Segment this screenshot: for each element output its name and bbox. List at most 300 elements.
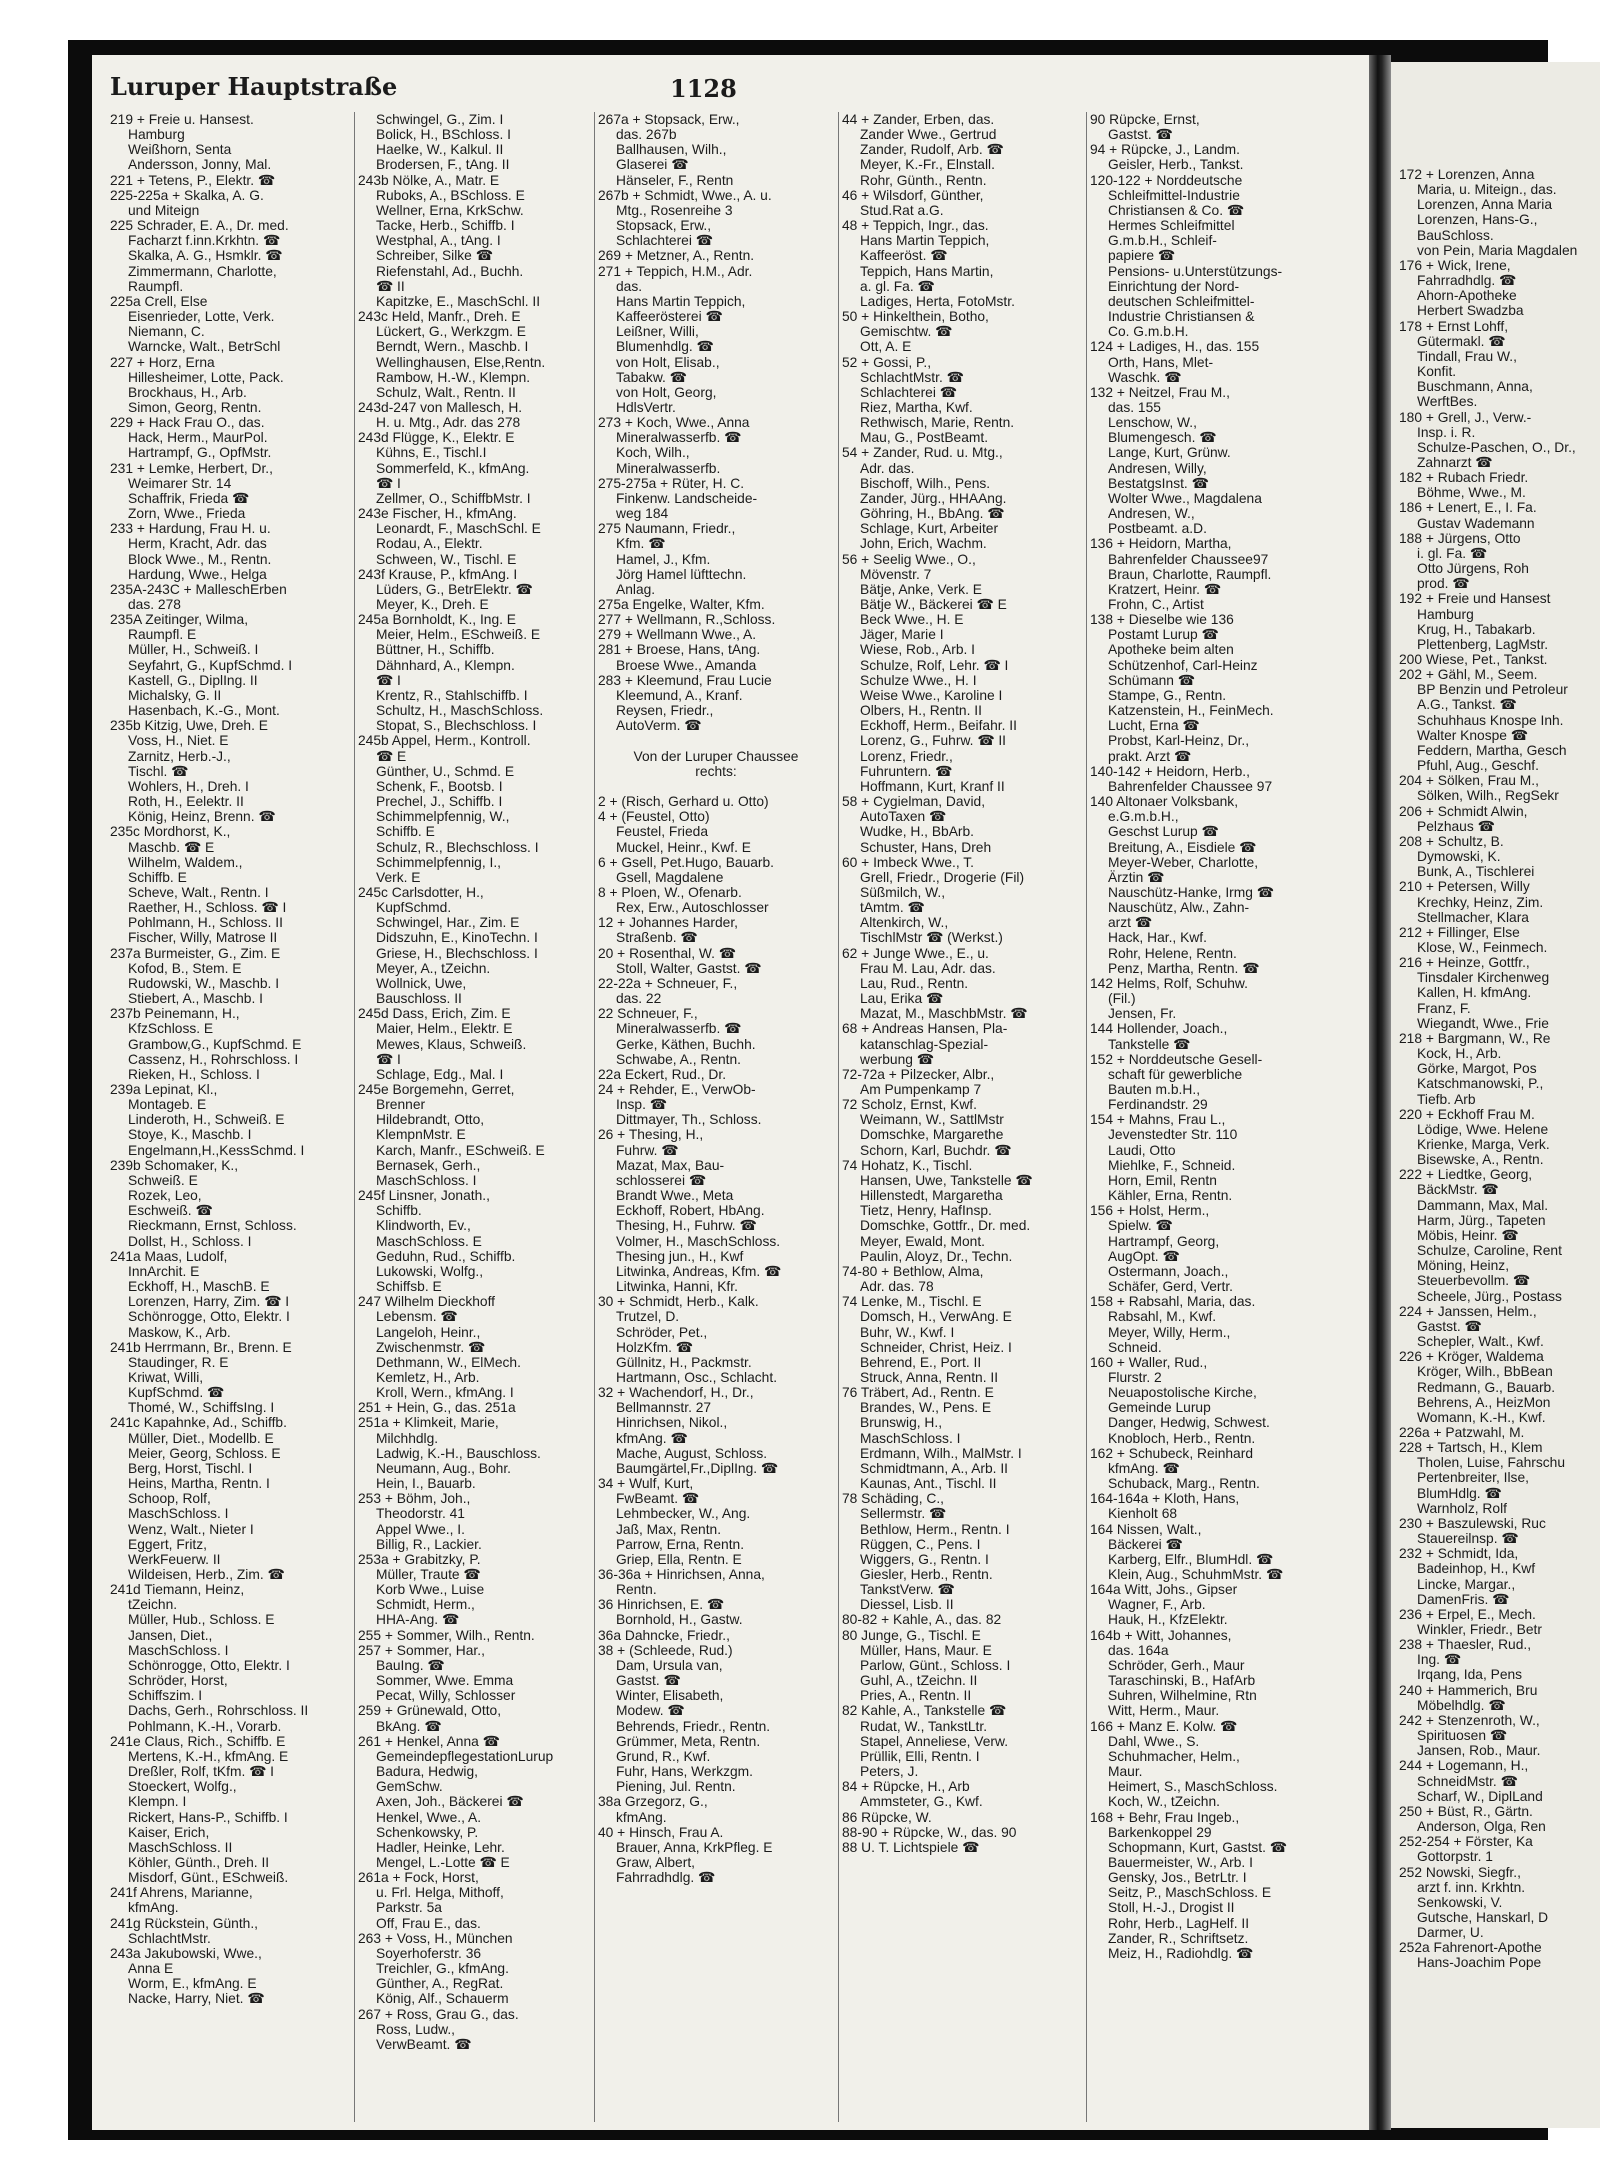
directory-entry-line: Hartmann, Osc., Schlacht. [616,1369,778,1385]
directory-entry-line: HolzKfm. ☎ [616,1339,693,1355]
directory-entry-line: 12 + Johannes Harder, [598,915,738,931]
directory-entry-line: Schuhmacher, Helm., [1108,1748,1240,1764]
directory-entry-line: Herm, Kracht, Adr. das [128,536,267,552]
directory-entry-line: Behrend, E., Port. II [860,1354,982,1370]
directory-entry-line: Maur. [1108,1764,1143,1780]
directory-entry-line: Wiggers, G., Rentn. I [860,1551,989,1567]
directory-entry-line: 176 + Wick, Irene, [1399,257,1511,273]
directory-entry-line: Bauten m.b.H., [1108,1082,1201,1097]
directory-entry-line: WerkFeuerw. II [128,1551,221,1567]
directory-entry-line: Waschk. ☎ [1108,369,1182,385]
directory-entry-line: DamenFris. ☎ [1417,1591,1510,1607]
directory-entry-line: WerftBes. [1417,394,1478,410]
directory-entry-line: katanschlag-Spezial- [860,1036,989,1052]
directory-entry-line: das. 278 [128,597,181,612]
directory-entry-line: Katschmanowski, P., [1417,1076,1544,1092]
directory-entry-line: Brockhaus, H., Arb. [128,384,247,400]
directory-entry-line: 239b Schomaker, K., [110,1157,239,1173]
directory-entry-line: 80-82 + Kahle, A., das. 82 [842,1612,1002,1628]
directory-entry-line: Dammann, Max, Mal. [1417,1197,1549,1213]
directory-entry-line: Hansen, Uwe, Tankstelle ☎ [860,1172,1033,1188]
directory-entry-line: Feustel, Frieda [616,824,709,840]
directory-entry-line: 48 + Teppich, Ingr., das. [842,218,989,234]
directory-entry-line: 76 Träbert, Ad., Rentn. E [842,1385,994,1401]
directory-entry-line: Hack, Har., Kwf. [1108,930,1207,946]
directory-entry-line: 243d Flügge, K., Elektr. E [358,430,515,446]
directory-entry-line: Witt, Herm., Maur. [1108,1703,1220,1719]
directory-entry-line: Dittmayer, Th., Schloss. [616,1112,762,1128]
directory-entry-line: Bahrenfelder Chaussee97 [1108,551,1269,567]
directory-entry-line: Seyfahrt, G., KupfSchmd. I [128,657,293,673]
directory-entry-line: Eschweiß. ☎ [128,1203,213,1219]
directory-entry-line: Hoffmann, Kurt, Kranf II [860,778,1005,794]
directory-entry-line: Koch, W., tZeichn. [1108,1794,1220,1810]
directory-entry-line: das. 267b [616,127,677,143]
directory-entry-line: König, Alf., Schauerm [376,1991,509,2007]
directory-entry-line: Möning, Heinz, [1417,1258,1510,1274]
directory-entry-line: Berndt, Wern., Maschb. I [376,339,529,355]
directory-entry-line: 52 + Gossi, P., [842,354,932,370]
directory-entry-line: Breitung, A., Eisdiele ☎ [1108,839,1257,855]
directory-entry-line: Bernasek, Gerh., [376,1157,481,1173]
directory-entry-line: Dahl, Wwe., S. [1108,1733,1200,1749]
directory-entry-line: Wohlers, H., Dreh. I [128,778,249,794]
directory-entry-line: Laudi, Otto [1108,1142,1176,1158]
directory-entry-line: Insp. i. R. [1417,424,1476,440]
directory-entry-line: Gemeinde Lurup [1108,1400,1211,1416]
directory-entry-line: 241f Ahrens, Marianne, [110,1885,253,1901]
directory-entry-line: Rieken, H., Schloss. I [128,1066,260,1082]
directory-entry-line: VerwBeamt. ☎ [376,2036,472,2052]
directory-entry-line: Neuapostolische Kirche, [1108,1385,1257,1401]
directory-entry-line: 236 + Erpel, E., Mech. [1399,1606,1536,1622]
directory-entry-line: Thesing jun., H., Kwf [616,1248,744,1264]
directory-entry-line: Dam, Ursula van, [616,1657,723,1673]
directory-entry-line: Brenner [376,1097,426,1113]
directory-entry-line: 267a + Stopsack, Erw., [598,112,740,127]
directory-entry-line: 216 + Heinze, Gottfr., [1399,955,1530,971]
directory-entry-line: 164a Witt, Johs., Gipser [1090,1582,1238,1598]
directory-entry-line: Skalka, A. G., Hsmklr. ☎ [128,248,283,264]
directory-entry-line: kfmAng. [616,1809,667,1825]
directory-entry-line: 261 + Henkel, Anna ☎ [358,1733,500,1749]
directory-entry-line: Schönrogge, Otto, Elektr. I [128,1309,290,1325]
directory-entry-line: Heins, Martha, Rentn. I [128,1476,270,1492]
directory-entry-line: Schimmelpfennig, W., [376,809,510,825]
directory-entry-line: 36-36a + Hinrichsen, Anna, [598,1567,765,1582]
directory-entry-line: 225a Crell, Else [110,293,208,309]
directory-entry-line: kfmAng. ☎ [1108,1460,1180,1476]
directory-entry-line: 241b Herrmann, Br., Brenn. E [110,1339,292,1355]
directory-entry-line: Leonardt, F., MaschSchl. E [376,521,541,537]
directory-entry-line: Fahrradhdlg. ☎ [1417,273,1517,289]
directory-entry-line: das. 155 [1108,399,1161,415]
directory-entry-line: 22 Schneuer, F., [598,1006,698,1022]
directory-entry-line: Peters, J. [860,1764,919,1780]
directory-entry-line: Domsch, H., VerwAng. E [860,1309,1012,1325]
directory-entry-line: Zander, R., Schriftsetz. [1108,1930,1249,1946]
directory-entry-line: Wagner, F., Arb. [1108,1597,1206,1613]
directory-entry-line: 138 + Dieselbe wie 136 [1090,612,1234,628]
directory-entry-line: Horn, Emil, Rentn [1108,1172,1217,1188]
directory-entry-line: Zarnitz, Herb.-J., [128,748,231,764]
directory-entry-line: MaschSchloss. I [128,1506,229,1522]
directory-entry-line: 226a + Patzwahl, M. [1399,1424,1525,1440]
directory-entry-line: 233 + Hardung, Frau H. u. [110,521,271,537]
directory-entry-line: Kienholt 68 [1108,1506,1178,1522]
directory-entry-line: Meyer, Ewald, Mont. [860,1233,985,1249]
directory-entry-line: 6 + Gsell, Pet.Hugo, Bauarb. [598,854,775,870]
directory-entry-line: 46 + Wilsdorf, Günther, [842,187,984,203]
directory-entry-line: Grambow,G., KupfSchmd. E [128,1036,302,1052]
directory-entry-line: Michalsky, G. II [128,687,222,703]
directory-entry-line: Thomé, W., SchiffsIng. I [128,1400,275,1416]
directory-entry-line: Schröder, Gerh., Maur [1108,1657,1245,1673]
directory-entry-line: 164 Nissen, Walt., [1090,1521,1202,1537]
directory-entry-line: 36 Hinrichsen, E. ☎ [598,1597,725,1613]
directory-entry-line: Kröger, Wilh., BbBean [1417,1364,1553,1380]
directory-entry-line: Kfm. ☎ [616,536,666,552]
directory-entry-line: und Miteign [128,202,200,218]
directory-entry-line: Badeinhop, H., Kwf [1417,1561,1536,1577]
directory-entry-line: FwBeamt. ☎ [616,1491,700,1507]
directory-entry-line: 241d Tiemann, Heinz, [110,1582,245,1598]
directory-entry-line: 252a Fahrenort-Apothe [1399,1940,1542,1956]
directory-entry-line: Spielw. ☎ [1108,1218,1173,1234]
directory-entry-line: Riefenstahl, Ad., Buchh. [376,263,524,279]
directory-entry-line: Hillenstedt, Margaretha [860,1188,1003,1204]
directory-entry-line: 168 + Behr, Frau Ingeb., [1090,1809,1240,1825]
directory-entry-line: AutoVerm. ☎ [616,718,702,734]
directory-entry-line: Rickert, Hans-P., Schiffb. I [128,1809,288,1825]
directory-entry-line: Adr. das. [860,460,915,476]
directory-entry-line: Geschst Lurup ☎ [1108,824,1219,840]
directory-entry-line: 231 + Lemke, Herbert, Dr., [110,460,273,476]
directory-entry-line: Henkel, Wwe., A. [376,1809,482,1825]
directory-entry-line: 279 + Wellmann Wwe., A. [598,627,757,643]
directory-entry-line: Schützenhof, Carl-Heinz [1108,657,1258,673]
directory-entry-line: Am Pumpenkamp 7 [860,1082,982,1097]
directory-entry-line: (Fil.) [1108,991,1136,1007]
directory-entry-line: 68 + Andreas Hansen, Pla- [842,1021,1008,1037]
directory-entry-line: Tabakw. ☎ [616,369,687,385]
directory-entry-line: Adr. das. 78 [860,1279,934,1295]
directory-entry-line: MaschSchloss. I [376,1172,477,1188]
directory-entry-line: Stopat, S., Blechschloss. I [376,718,537,734]
directory-entry-line: Berg, Horst, Tischl. I [128,1460,253,1476]
directory-entry-line: Schleifmittel-Industrie [1108,187,1240,203]
directory-entry-line: 247 Wilhelm Dieckhoff [358,1294,496,1310]
directory-entry-line: Schreiber, Silke ☎ [376,248,493,264]
directory-entry-line: Thesing, H., Fuhrw. ☎ [616,1218,757,1234]
directory-entry-line: G.m.b.H., Schleif- [1108,233,1217,249]
directory-entry-line: das. 22 [616,991,662,1007]
directory-entry-line: 243c Held, Manfr., Dreh. E [358,309,521,325]
directory-entry-line: Postamt Lurup ☎ [1108,627,1219,643]
directory-entry-line: Gütermakl. ☎ [1417,333,1506,349]
directory-entry-line: 192 + Freie und Hansest [1399,591,1551,607]
directory-entry-line: 88 U. T. Lichtspiele ☎ [842,1839,980,1855]
directory-entry-line: Rohr, Helene, Rentn. [1108,945,1237,961]
directory-entry-line: 2 + (Risch, Gerhard u. Otto) [598,794,769,810]
directory-entry-line: Jansen, Diet., [128,1627,213,1643]
directory-entry-line: 22a Eckert, Rud., Dr. [598,1066,727,1082]
directory-entry-line: 142 Helms, Rolf, Schuhw. [1090,975,1248,991]
directory-entry-line: Gemischtw. ☎ [860,324,953,340]
directory-entry-line: Weimarer Str. 14 [128,475,232,491]
directory-entry-line: Wudke, H., BbArb. [860,824,974,840]
directory-entry-line: 267 + Ross, Grau G., das. [358,2006,519,2022]
directory-entry-line: Voss, H., Niet. E [128,733,229,749]
directory-entry-line: Andersson, Jonny, Mal. [128,157,272,173]
directory-entry-line: Mazat, M., MaschbMstr. ☎ [860,1006,1028,1022]
directory-entry-line: Gensky, Jos., BetrLtr. I [1108,1870,1247,1886]
directory-entry-line: 26 + Thesing, H., [598,1127,704,1143]
directory-entry-line: 140 Altonaer Volksbank, [1090,794,1239,810]
directory-entry-line: Krienke, Marga, Verk. [1417,1137,1550,1152]
directory-entry-line: Maskow, K., Arb. [128,1324,231,1340]
directory-entry-line: Göhring, H., BbAng. ☎ [860,506,1005,522]
directory-entry-line: Axen, Joh., Bäckerei ☎ [376,1794,524,1810]
directory-entry-line: 243d-247 von Mallesch, H. [358,399,523,415]
directory-entry-line: Zimmermann, Charlotte, [128,263,277,279]
directory-entry-line: 8 + Ploen, W., Ofenarb. [598,884,742,900]
directory-entry-line: Steuerbevollm. ☎ [1417,1273,1531,1289]
directory-entry-line: Lorenzen, Hans-G., [1417,212,1538,228]
directory-entry-line: Müller, Hub., Schloss. E [128,1612,275,1628]
directory-entry-line: Schoop, Rolf, [128,1491,211,1507]
directory-entry-line: 253 + Böhm, Joh., [358,1491,471,1507]
directory-entry-line: Suhren, Wilhelmine, Rtn [1108,1688,1257,1704]
directory-entry-line: Co. G.m.b.H. [1108,324,1189,340]
directory-entry-line: Plettenberg, LagMstr. [1417,636,1549,652]
directory-entry-line: Schulze Wwe., H. I [860,672,977,688]
directory-column-2 [358,112,590,2122]
directory-entry-line: Stoeckert, Wolfg., [128,1779,237,1795]
directory-entry-line: Schenk, F., Bootsb. I [376,778,503,794]
directory-entry-line: Mengel, L.-Lotte ☎ E [376,1854,510,1870]
directory-entry-line: Pfuhl, Aug., Geschf. [1417,758,1539,774]
directory-entry-line: Hardung, Wwe., Helga [128,566,267,582]
directory-entry-line: Kallen, H. kfmAng. [1417,985,1532,1001]
directory-entry-line: Krentz, R., Stahlschiffb. I [376,687,528,703]
directory-entry-line: Anderson, Olga, Ren [1417,1819,1546,1835]
directory-entry-line: Probst, Karl-Heinz, Dr., [1108,733,1250,749]
directory-entry-line: 245d Dass, Erich, Zim. E [358,1006,511,1022]
directory-entry-line: Wollnick, Uwe, [376,975,467,991]
directory-entry-line: Wellner, Erna, KrkSchw. [376,202,524,218]
directory-entry-line: Sommerfeld, K., kfmAng. [376,460,530,476]
directory-entry-line: Grümmer, Meta, Rentn. [616,1733,761,1749]
directory-entry-line: Jensen, Fr. [1108,1006,1177,1022]
directory-entry-line: 186 + Lenert, E., I. Fa. [1399,500,1537,516]
directory-entry-line: Riez, Martha, Kwf. [860,399,973,415]
directory-entry-line: Zellmer, O., SchiffbMstr. I [376,490,531,506]
directory-entry-line: Roth, H., Eelektr. II [128,794,244,810]
directory-entry-line: Domschke, Gottfr., Dr. med. [860,1218,1031,1234]
directory-entry-line: KupfSchmd. [376,900,452,916]
directory-entry-line: Billig, R., Lackier. [376,1536,482,1552]
directory-entry-line: Behrends, Friedr., Rentn. [616,1718,771,1734]
directory-entry-line: Lorenz, G., Fuhrw. ☎ II [860,733,1007,749]
directory-entry-line: Schopmann, Kurt, Gastst. ☎ [1108,1839,1287,1855]
directory-entry-line: GemeindepflegestationLurup [376,1748,554,1764]
directory-entry-line: Fuhruntern. ☎ [860,763,953,779]
directory-entry-line: Süßmilch, W., [860,884,946,900]
directory-entry-line: Raumpfl. [128,278,184,294]
directory-entry-line: Pecat, Willy, Schlosser [376,1688,516,1704]
directory-entry-line: 283 + Kleemund, Frau Lucie [598,672,772,688]
directory-entry-line: John, Erich, Wachm. [860,536,987,552]
directory-entry-line: BestatgsInst. ☎ [1108,475,1209,491]
directory-entry-line: König, Heinz, Brenn. ☎ [128,809,276,825]
directory-entry-line: u. Frl. Helga, Mithoff, [376,1885,504,1901]
directory-entry-line: Koch, Wilh., [616,445,690,461]
directory-entry-line: 222 + Liedtke, Georg, [1399,1167,1533,1183]
directory-entry-line: BauSchloss. [1417,227,1494,243]
page-number: 1128 [670,74,737,103]
directory-entry-line: Meier, Helm., ESchweiß. E [376,627,541,643]
directory-entry-line: Möbis, Heinr. ☎ [1417,1227,1519,1243]
directory-entry-line: BP Benzin und Petroleur [1417,682,1568,698]
directory-entry-line: 230 + Baszulewski, Ruc [1399,1515,1546,1531]
directory-entry-line: 220 + Eckhoff Frau M. [1399,1106,1535,1122]
directory-entry-line: Parlow, Günt., Schloss. I [860,1657,1011,1673]
directory-entry-line: Bolick, H., BSchloss. I [376,127,511,143]
directory-entry-line: 235b Kitzig, Uwe, Dreh. E [110,718,268,734]
directory-entry-line: Bätje W., Bäckerei ☎ E [860,597,1007,612]
directory-entry-line: 158 + Rabsahl, Maria, das. [1090,1294,1256,1310]
directory-entry-line: Schimmelpfennig, I., [376,854,501,870]
directory-entry-line: 58 + Cygielman, David, [842,794,986,810]
directory-entry-line: Baumgärtel,Fr.,DiplIng. ☎ [616,1460,779,1476]
directory-entry-line: Büttner, H., Schiffb. [376,642,495,658]
directory-entry-line: Scheve, Walt., Rentn. I [128,884,269,900]
directory-entry-line: 243e Fischer, H., kfmAng. [358,506,517,522]
directory-entry-line: Teppich, Hans Martin, [860,263,994,279]
directory-entry-line: Lebensm. ☎ [376,1309,458,1325]
directory-entry-line: Pelzhaus ☎ [1417,818,1495,834]
directory-entry-line: Weise Wwe., Karoline I [860,687,1003,703]
directory-entry-line: MaschSchloss. I [128,1642,229,1658]
directory-entry-line: Block Wwe., M., Rentn. [128,551,272,567]
directory-entry-line: Bunk, A., Tischlerei [1417,864,1535,880]
directory-entry-line: 124 + Ladiges, H., das. 155 [1090,339,1260,355]
directory-entry-line: Rodau, A., Elektr. [376,536,483,552]
directory-entry-line: Wellinghausen, Else,Rentn. [376,354,546,370]
directory-entry-line: Griep, Ella, Rentn. E [616,1551,742,1567]
directory-entry-line: 227 + Horz, Erna [110,354,215,370]
directory-entry-line: 34 + Wulf, Kurt, [598,1476,694,1492]
directory-entry-line: Walter Knospe ☎ [1417,727,1528,743]
directory-entry-line: Jansen, Rob., Maur. [1417,1743,1541,1759]
directory-entry-line: 44 + Zander, Erben, das. [842,112,995,127]
directory-entry-line: Gutsche, Hanskarl, D [1417,1909,1549,1925]
directory-entry-line: Schuster, Hans, Dreh [860,839,992,855]
directory-entry-line: Hans Martin Teppich, [860,233,990,249]
directory-entry-line: Andresen, W., [1108,506,1195,522]
directory-entry-line: 240 + Hammerich, Bru [1399,1682,1538,1698]
directory-entry-line: Scharf, W., DiplLand [1417,1788,1543,1804]
directory-entry-line: Dachs, Gerh., Rohrschloss. II [128,1703,309,1719]
directory-entry-line: AutoTaxen ☎ [860,809,947,825]
directory-entry-line: Soyerhoferstr. 36 [376,1945,482,1961]
directory-entry-line: Frohn, C., Artist [1108,597,1204,612]
directory-entry-line: Schorn, Karl, Buchdr. ☎ [860,1142,1012,1158]
directory-entry-line: Heimert, S., MaschSchloss. [1108,1779,1278,1795]
directory-entry-line: Schaffrik, Frieda ☎ [128,490,250,506]
directory-entry-line: Ruboks, A., BSchloss. E [376,187,525,203]
directory-entry-line: Weimann, W., SattlMstr [860,1112,1004,1128]
directory-entry-line: Stoye, K., Maschb. I [128,1127,252,1143]
directory-entry-line: Klein, Aug., SchuhmMstr. ☎ [1108,1567,1284,1582]
directory-entry-line: 232 + Schmidt, Ida, [1399,1546,1519,1562]
directory-entry-line: Tindall, Frau W., [1417,348,1517,364]
directory-entry-line: Otto Jürgens, Roh [1417,561,1529,577]
directory-entry-line: Konfit. [1417,364,1457,380]
directory-entry-line: prod. ☎ [1417,576,1470,592]
directory-entry-line: Wilhelm, Waldem., [128,854,243,870]
directory-entry-line: Herbert Swadzba [1417,303,1524,319]
directory-entry-line: Rambow, H.-W., Klempn. [376,369,531,385]
directory-entry-line: A.G., Tankst. ☎ [1417,697,1517,713]
directory-entry-line: Domschke, Margarethe [860,1127,1004,1143]
directory-entry-line: 144 Hollender, Joach., [1090,1021,1228,1037]
directory-entry-line: Trutzel, D. [616,1309,680,1325]
page-title: Luruper Hauptstraße [110,72,398,101]
directory-entry-line: Katzenstein, H., FeinMech. [1108,703,1274,719]
directory-entry-line: Hinrichsen, Nikol., [616,1415,728,1431]
directory-entry-line: Mau, G., PostBeamt. [860,430,989,446]
directory-entry-line: 4 + (Feustel, Otto) [598,809,710,825]
directory-entry-line: 212 + Fillinger, Else [1399,924,1520,940]
directory-entry-line: Meyer, K., Dreh. E [376,597,489,612]
directory-entry-line: Senkowski, V. [1417,1894,1503,1910]
directory-entry-line: Jäger, Marie I [860,627,944,643]
directory-entry-line: Blumengesch. ☎ [1108,430,1217,446]
directory-entry-line: Schepler, Walt., Kwf. [1417,1334,1544,1350]
directory-entry-line: Dreßler, Rolf, tKfm. ☎ I [128,1764,274,1780]
directory-entry-line: Stoll, Walter, Gastst. ☎ [616,960,762,976]
directory-entry-line: 235A-243C + MalleschErben [110,581,287,597]
directory-entry-line: a. gl. Fa. ☎ [860,278,935,294]
directory-entry-line: 94 + Rüpcke, J., Landm. [1090,142,1240,158]
directory-entry-line: Tietz, Henry, HafInsp. [860,1203,992,1219]
directory-entry-line: Schneid. [1108,1339,1162,1355]
directory-entry-line: Leißner, Willi, [616,324,699,340]
directory-entry-line: Hamburg [128,127,185,143]
directory-entry-line: Schlage, Edg., Mal. I [376,1066,504,1082]
directory-entry-line: Lehmbecker, W., Ang. [616,1506,751,1522]
directory-entry-line: Gsell, Magdalene [616,869,724,885]
directory-entry-line: 225-225a + Skalka, A. G. [110,187,264,203]
directory-entry-line: schaft für gewerbliche [1108,1066,1243,1082]
directory-entry-line: Schneider, Christ, Heiz. I [860,1339,1012,1355]
directory-entry-line: Rex, Erw., Autoschlosser [616,900,769,916]
directory-entry-line [598,733,834,748]
directory-entry-line: Frau M. Lau, Adr. das. [860,960,996,976]
directory-entry-line: Hack, Herm., MaurPol. [128,430,268,446]
directory-entry-line: Reysen, Friedr., [616,703,714,719]
directory-entry-line: Mineralwasserfb. ☎ [616,430,742,446]
directory-entry-line: Christiansen & Co. ☎ [1108,202,1245,218]
directory-entry-line: Andresen, Willy, [1108,460,1207,476]
directory-entry-line: Schröder, Pet., [616,1324,708,1340]
directory-entry-line: Wenz, Walt., Nieter I [128,1521,254,1537]
directory-entry-line: 252-254 + Förster, Ka [1399,1834,1533,1850]
directory-entry-line: Stampe, G., Rentn. [1108,687,1227,703]
directory-entry-line: Linderoth, H., Schweiß. E [128,1112,285,1128]
